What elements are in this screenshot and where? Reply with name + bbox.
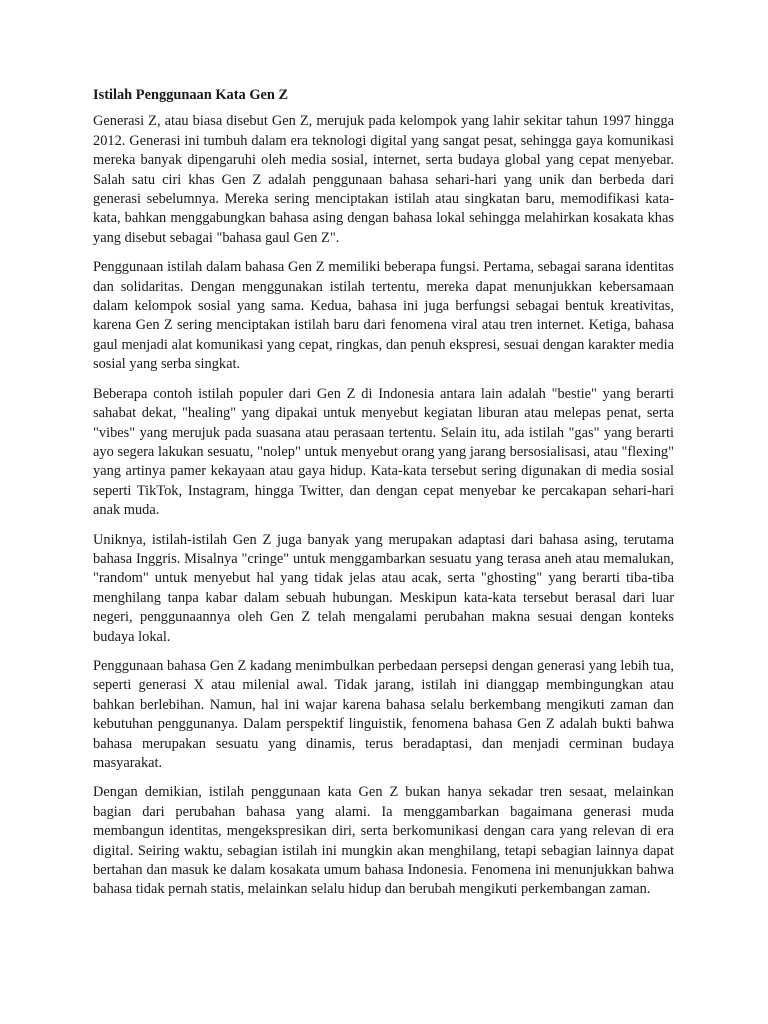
document-page [93,86,674,910]
paragraph-functions: Penggunaan istilah dalam bahasa Gen Z memiliki beberapa fungsi. Pertama, sebagai sarana identitas dan solidaritas. Dengan menggunakan istilah tertentu, mereka dapat menunjukkan kebersamaan dalam kelompok sosial yang sama. Kedua, bahasa ini juga berfungsi sebagai bentuk kreativitas, karena Gen Z sering menciptakan istilah baru dari fenomena viral atau tren internet. Ketiga, bahasa gaul menjadi alat komunikasi yang cepat, ringkas, dan penuh ekspresi, sesuai dengan karakter media sosial yang serba singkat. [93,259,674,373]
document-title: Istilah Penggunaan Kata Gen Z [93,87,289,103]
paragraph-conclusion: Dengan demikian, istilah penggunaan kata Gen Z bukan hanya sekadar tren sesaat, melainkan bagian dari perubahan bahasa yang alami. Ia menggambarkan bagaimana generasi muda membangun identitas, mengekspresikan diri, serta berkomunikasi dengan cara yang relevan di era digital. Seiring waktu, sebagian istilah ini mungkin akan menghilang, tetapi sebagian lainnya dapat bertahan dan masuk ke dalam kosakata umum bahasa Indonesia. Fenomena ini menunjukkan bahwa bahasa tidak pernah statis, melainkan selalu hidup dan berubah mengikuti perkembangan zaman. [93,784,674,898]
paragraph-foreign-adaptation: Uniknya, istilah-istilah Gen Z juga banyak yang merupakan adaptasi dari bahasa asing, terutama bahasa Inggris. Misalnya "cringe" untuk menggambarkan sesuatu yang terasa aneh atau memalukan, "random" untuk menyebut hal yang tidak jelas atau acak, serta "ghosting" yang berarti tiba-tiba menghilang tanpa kabar dalam sebuah hubungan. Meskipun kata-kata tersebut berasal dari luar negeri, penggunaannya oleh Gen Z telah mengalami perubahan makna sesuai dengan konteks budaya lokal. [93,531,674,645]
paragraph-perception: Penggunaan bahasa Gen Z kadang menimbulkan perbedaan persepsi dengan generasi yang lebih tua, seperti generasi X atau milenial awal. Tidak jarang, istilah ini dianggap membingungkan atau bahkan berlebihan. Namun, hal ini wajar karena bahasa selalu berkembang mengikuti zaman dan kebutuhan penggunanya. Dalam perspektif linguistik, fenomena bahasa Gen Z adalah bukti bahwa bahasa merupakan sesuatu yang dinamis, terus beradaptasi, dan menjadi cerminan budaya masyarakat. [93,657,674,771]
paragraph-intro: Generasi Z, atau biasa disebut Gen Z, merujuk pada kelompok yang lahir sekitar tahun 1997 hingga 2012. Generasi ini tumbuh dalam era teknologi digital yang sangat pesat, sehingga gaya komunikasi mereka banyak dipengaruhi oleh media sosial, internet, serta budaya global yang cepat menyebar. Salah satu ciri khas Gen Z adalah penggunaan bahasa sehari-hari yang unik dan berbeda dari generasi sebelumnya. Mereka sering menciptakan istilah atau singkatan baru, memodifikasi kata-kata, bahkan menggabungkan bahasa asing dengan bahasa lokal sehingga melahirkan kosakata khas yang disebut sebagai "bahasa gaul Gen Z". [93,113,674,246]
paragraph-examples: Beberapa contoh istilah populer dari Gen Z di Indonesia antara lain adalah "bestie" yang berarti sahabat dekat, "healing" yang dipakai untuk menyebut kegiatan liburan atau melepas penat, serta "vibes" yang merujuk pada suasana atau perasaan tertentu. Selain itu, ada istilah "gas" yang berarti ayo segera lakukan sesuatu, "nolep" untuk menyebut orang yang jarang bersosialisasi, atau "flexing" yang artinya pamer kekayaan atau gaya hidup. Kata-kata tersebut sering digunakan di media sosial seperti TikTok, Instagram, hingga Twitter, dan dengan cepat menyebar ke percakapan sehari-hari anak muda. [93,385,674,519]
